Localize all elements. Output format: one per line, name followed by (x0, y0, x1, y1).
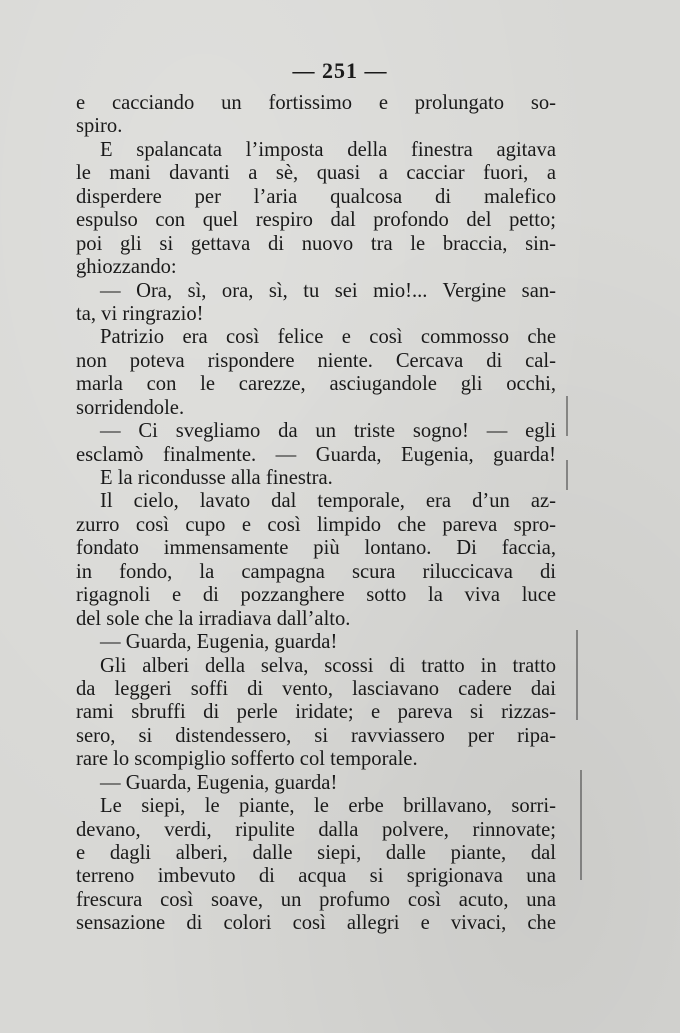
text-line: esclamò finalmente. — Guarda, Eugenia, guarda! (76, 443, 556, 466)
text-line: — Ora, sì, ora, sì, tu sei mio!... Vergine san- (100, 279, 556, 302)
text-line: sensazione di colori così allegri e vivaci, che (76, 912, 556, 935)
text-line: Patrizio era così felice e così commosso che (100, 326, 556, 349)
text-line: — Ci svegliamo da un triste sogno! — egli (100, 420, 556, 443)
text-line: rami sbruffi di perle iridate; e pareva si rizzas- (76, 701, 556, 724)
text-line: Il cielo, lavato dal temporale, era d’un az- (100, 490, 556, 513)
text-line: — Guarda, Eugenia, guarda! (100, 631, 338, 654)
text-line: zurro così cupo e così limpido che pareva spro- (76, 513, 556, 536)
text-line: e cacciando un fortissimo e prolungato so- (76, 92, 556, 114)
text-line: fondato immensamente più lontano. Di faccia, (76, 537, 556, 560)
text-line: poi gli si gettava di nuovo tra le braccia, sin- (76, 232, 556, 255)
text-line: in fondo, la campagna scura riluccicava di (76, 560, 556, 583)
margin-mark (566, 396, 568, 436)
margin-mark (576, 630, 578, 720)
text-line: le mani davanti a sè, quasi a cacciar fuori, a (76, 162, 556, 185)
text-line: E la ricondusse alla finestra. (100, 467, 333, 489)
text-line: devano, verdi, ripulite dalla polvere, rinnovate; (76, 818, 556, 841)
text-line: Gli alberi della selva, scossi di tratto in tratto (100, 654, 556, 677)
text-line: disperdere per l’aria qualcosa di malefico (76, 185, 556, 208)
text-line: Le siepi, le piante, le erbe brillavano, sorri- (100, 795, 556, 818)
text-line: del sole che la irradiava dall’alto. (76, 607, 351, 630)
text-line: rigagnoli e di pozzanghere sotto la viva luce (76, 584, 556, 607)
text-line: terreno imbevuto di acqua si sprigionava una (76, 865, 556, 888)
text-line: non poteva rispondere niente. Cercava di cal- (76, 349, 556, 372)
text-line: ghiozzando: (76, 256, 177, 279)
text-line: rare lo scompiglio sofferto col temporale. (76, 748, 418, 771)
text-line: E spalancata l’imposta della finestra agitava (100, 138, 556, 161)
text-line: sero, si distendessero, si ravviassero per ripa- (76, 724, 556, 747)
text-line: frescura così soave, un profumo così acuto, una (76, 888, 556, 911)
text-line: sorridendole. (76, 396, 185, 419)
body-text (76, 92, 556, 936)
margin-mark (566, 460, 568, 490)
page-number: — 251 — (292, 58, 388, 83)
text-line: e dagli alberi, dalle siepi, dalle piante, dal (76, 842, 556, 864)
text-line: spiro. (76, 115, 123, 138)
text-line: espulso con quel respiro dal profondo del petto; (76, 209, 556, 232)
margin-mark (580, 770, 582, 880)
text-line: ta, vi ringrazio! (76, 302, 204, 325)
text-line: — Guarda, Eugenia, guarda! (100, 771, 338, 794)
text-line: da leggeri soffi di vento, lasciavano cadere dai (76, 677, 556, 700)
text-line: marla con le carezze, asciugandole gli occhi, (76, 373, 556, 396)
